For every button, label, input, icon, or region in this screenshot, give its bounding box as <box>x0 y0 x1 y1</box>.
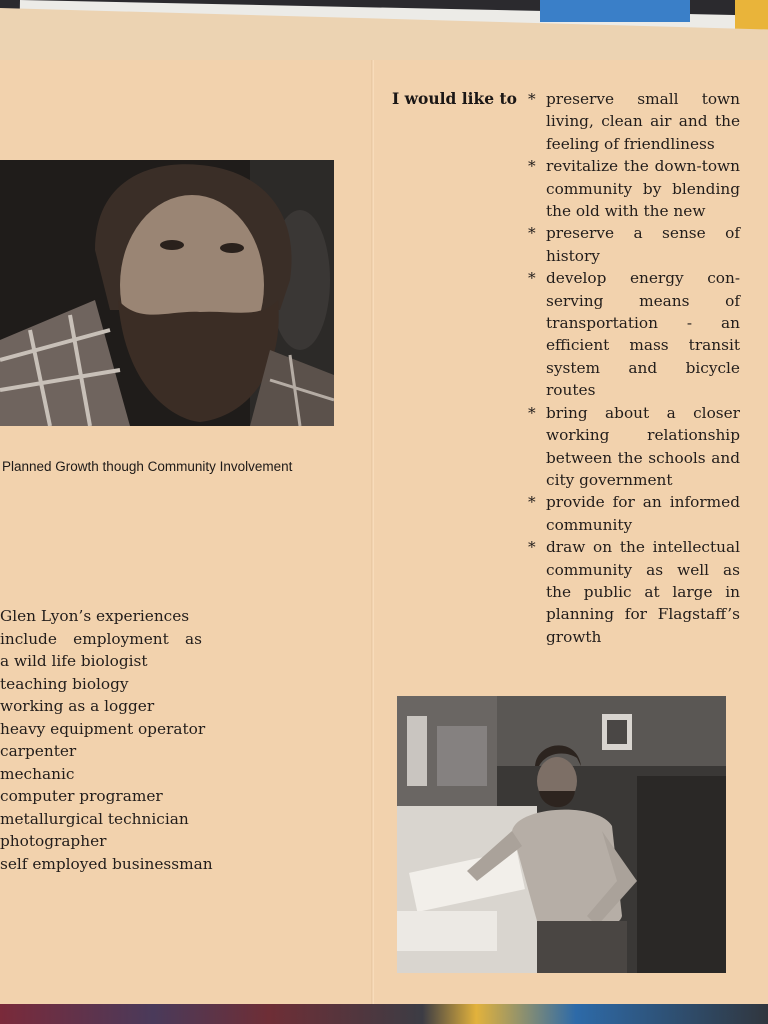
bullet-star: * <box>528 269 536 288</box>
experience-line: heavy equipment operator <box>0 719 206 738</box>
bullet-star: * <box>528 224 536 243</box>
background-yellow-paper <box>735 0 768 30</box>
brochure-fold <box>371 60 374 1006</box>
goal-text: preserve small town living, clean air and the feeling of friendliness <box>546 90 740 153</box>
goal-text: provide for an informed community <box>546 493 740 534</box>
goal-text: develop energy con-serving means of transportation - an efficient mass transit system and bicycle routes <box>546 269 740 400</box>
goal-text: bring about a closer working relationship between the schools and city government <box>546 403 740 489</box>
goal-item <box>528 267 740 401</box>
bullet-star: * <box>528 493 536 512</box>
goals-list <box>528 88 740 648</box>
brochure <box>0 60 768 1006</box>
goal-text: preserve a sense of history <box>546 224 740 265</box>
goal-item <box>528 88 740 155</box>
experience-list <box>0 605 260 875</box>
experience-line: photographer <box>0 832 107 850</box>
experience-line: carpenter <box>0 742 77 760</box>
experience-line: self employed businessman <box>0 854 213 873</box>
office-photo <box>397 696 726 973</box>
goal-text: draw on the intellectual community as well as the public at large in planning for Flagstaff’s growth <box>546 538 740 646</box>
bullet-star: * <box>528 403 536 422</box>
experience-line: Glen Lyon’s experiences <box>0 607 190 625</box>
goal-item <box>528 491 740 536</box>
goal-item <box>528 536 740 648</box>
experience-line: metallurgical technician <box>0 809 189 828</box>
experience-line: teaching biology <box>0 674 129 693</box>
intro-heading: I would like to <box>392 89 517 108</box>
bullet-star: * <box>528 90 536 108</box>
bullet-star: * <box>528 538 536 557</box>
photo-caption: Planned Growth though Community Involvement <box>2 459 293 474</box>
experience-line: include employment as <box>0 629 202 648</box>
experience-line: computer programer <box>0 787 163 805</box>
bullet-star: * <box>528 157 536 176</box>
background-blue-paper <box>540 0 690 22</box>
experience-line: working as a logger <box>0 697 155 715</box>
experience-line: a wild life biologist <box>0 652 148 670</box>
experience-line: mechanic <box>0 764 75 783</box>
goal-item <box>528 222 740 267</box>
background-fabric <box>0 1004 768 1024</box>
goal-item <box>528 155 740 222</box>
portrait-photo <box>0 160 334 426</box>
goal-text: revitalize the down-town community by blending the old with the new <box>546 157 740 221</box>
goal-item <box>528 402 740 492</box>
